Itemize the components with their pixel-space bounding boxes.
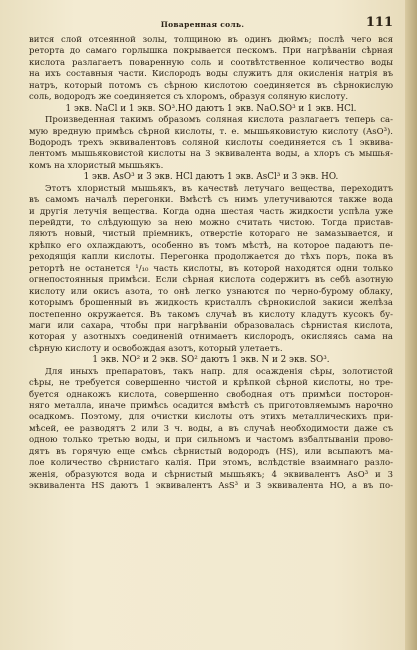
page-spine-shadow <box>405 0 417 650</box>
text-line: Произведенная такимъ образомъ соляная кислота разлагаетъ теперь са- <box>45 115 393 126</box>
text-line: эквивалента HS даютъ 1 эквивалентъ AsS³ и 3 эквивалента HO, а въ по- <box>29 481 393 492</box>
text-line: ляютъ новый, чистый пріемникъ, отверстіе котораго не замазывается, и <box>29 229 393 240</box>
text-line: дятъ въ горячую еще смѣсь сѣрнистый водородъ (HS), или всыпаютъ ма- <box>29 446 393 457</box>
text-line: огнепостоянныя примѣси. Если сѣрная кислота содержитъ въ себѣ азотную <box>29 275 393 286</box>
text-line: Этотъ хлористый мышьякъ, въ качествѣ летучаго вещества, переходитъ <box>45 183 393 194</box>
formula-line: 1 экв. NO² и 2 экв. SO² даютъ 1 экв. N и 2 экв. SO³. <box>92 355 330 366</box>
text-line: одною только третью воды, и при сильномъ и частомъ взбалтываніи прово- <box>29 435 393 446</box>
text-line: на ихъ составныя части. Кислородъ воды служитъ для окисленія натрія въ <box>29 69 393 80</box>
text-line: ретортѣ не останется ¹/₁₀ часть кислоты, въ которой находятся одни только <box>29 263 393 274</box>
text-line: буется однакожъ кислота, совершенно свободная отъ примѣси посторон- <box>29 389 393 400</box>
text-line: крѣпко его охлаждаютъ, особенно въ томъ мѣстѣ, на которое падаютъ пе- <box>29 240 393 251</box>
text-line: мѣсей, ее разводятъ 2 или 3 ч. воды, а въ случаѣ необходимости даже съ <box>29 423 393 434</box>
text-line: реходящія капли кислоты. Перегонка продолжается до тѣхъ поръ, пока въ <box>29 252 393 263</box>
text-line: и другія летучія вещества. Когда одна шестая часть жидкости успѣла уже <box>29 206 393 217</box>
page-number: 111 <box>365 15 393 30</box>
text-line: перейдти, то слѣдующую за нею можно считать чистою. Тогда пристав- <box>29 218 393 228</box>
text-line: которая у азотныхъ соединеній отнимаетъ кислородъ, окисляясь сама на <box>29 332 393 343</box>
text-line: которымъ брошенный въ жидкость кристаллъ сѣрнокислой закиси желѣза <box>29 298 393 309</box>
text-line: реторта до самаго горлышка покрывается пескомъ. При нагрѣваніи сѣрная <box>29 46 393 57</box>
text-line: маги или сахара, чтобы при нагрѣваніи образовалась сѣрнистая кислота, <box>29 320 393 331</box>
text-line: натръ, который потомъ съ сѣрною кислотою соединяется въ сѣрнокислую <box>29 80 393 91</box>
text-line: кислота разлагаетъ поваренную соль и соотвѣтственное количество воды <box>29 57 393 68</box>
text-line: осадкомъ. Поэтому, для очистки кислоты отъ этихъ металлическихъ при- <box>29 412 393 423</box>
running-title: Поваренная соль. <box>160 20 245 29</box>
text-line: кислоту или окисъ азота, то онѣ легко узнаются по черно-бурому облаку, <box>29 286 393 297</box>
text-line: вится слой отсеянной золы, толщиною въ одинъ дюймъ; послѣ чего вся <box>29 35 393 45</box>
text-line: лое количество сѣрнистаго калія. При этомъ, вслѣдствіе взаимнаго разло- <box>29 458 393 469</box>
text-line: сѣрную кислоту и освобождая азотъ, который улетаетъ. <box>29 343 283 354</box>
text-line: мую вредную примѣсь сѣрной кислоты, т. е. мышьяковистую кислоту (AsO³). <box>29 126 393 137</box>
text-line: няго металла, иначе примѣсь осадится вмѣстѣ съ приготовляемымъ нарочно <box>29 401 393 411</box>
text-line: Для иныхъ препаратовъ, такъ напр. для осажденія сѣры, золотистой <box>45 366 393 377</box>
text-line: лентомъ мышьяковистой кислоты на 3 эквивалента воды, а хлоръ съ мышья- <box>29 149 393 160</box>
text-line: въ самомъ началѣ перегонки. Вмѣстѣ съ нимъ улетучиваются также вода <box>29 195 393 206</box>
text-line: женія, образуются вода и сѣрнистый мышьякъ; 4 эквивалентъ AsO³ и 3 <box>29 469 393 480</box>
text-line: Водородъ трехъ эквивалентовъ соляной кислоты соединяется съ 1 эквива- <box>29 137 393 148</box>
text-line: комъ на хлористый мышьякъ. <box>29 160 164 171</box>
formula-line: 1 экв. NaCl и 1 экв. SO³.HO даютъ 1 экв. NaO.SO³ и 1 экв. HCl. <box>65 103 357 114</box>
text-line: постепенно окружается. Въ такомъ случаѣ въ кислоту кладутъ кусокъ бу- <box>29 309 393 320</box>
text-line: сѣры, не требуется совершенно чистой и крѣпкой сѣрной кислоты, но тре- <box>29 378 393 389</box>
body-text <box>29 35 393 493</box>
formula-line: 1 экв. AsO³ и 3 экв. HCl даютъ 1 экв. AsCl³ и 3 экв. HO. <box>83 172 339 183</box>
text-line: соль, водородъ же соединяется съ хлоромъ, образуя соляную кислоту. <box>29 92 349 103</box>
